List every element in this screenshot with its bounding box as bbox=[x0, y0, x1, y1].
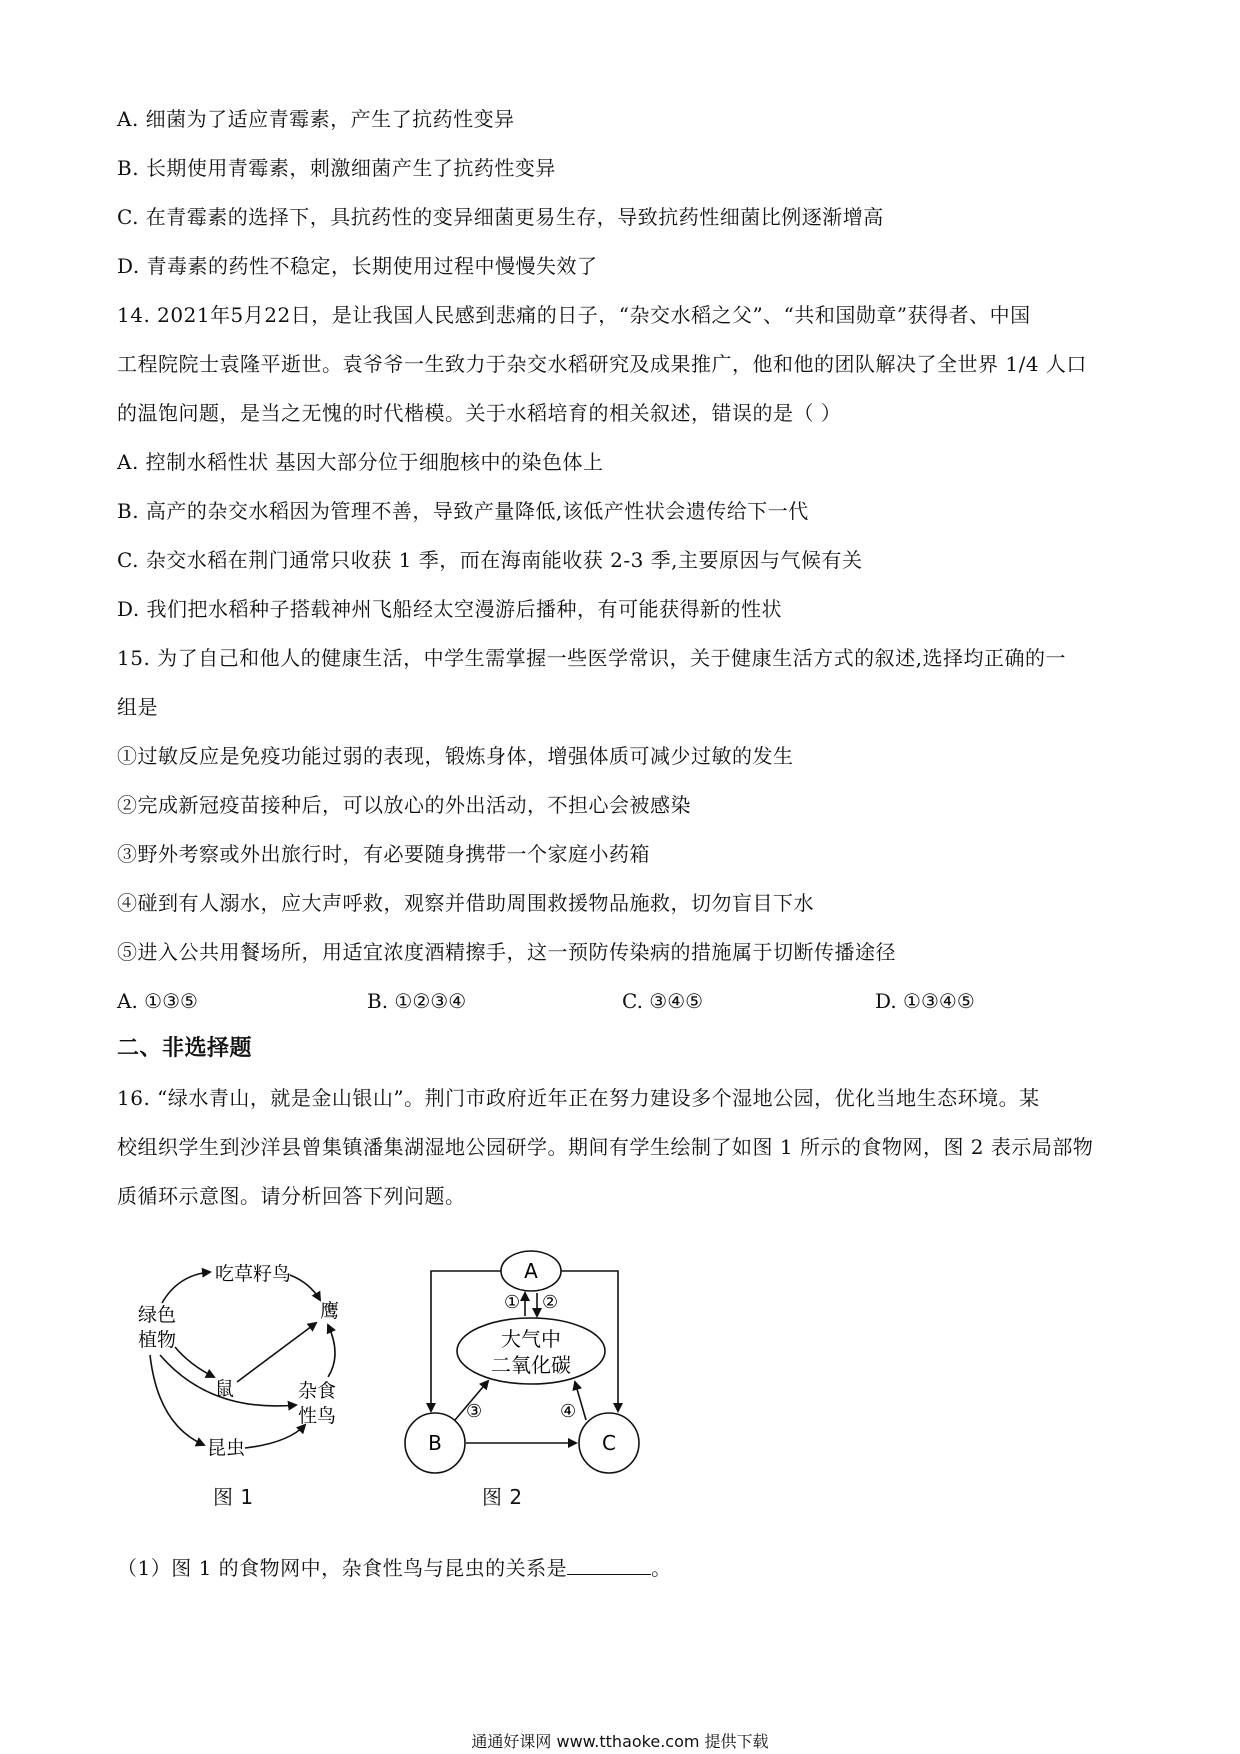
arrow-plant-to-mouse bbox=[175, 1347, 214, 1377]
fig1-omni-bird-2: 性鸟 bbox=[298, 1405, 337, 1427]
q13-option-c: C. 在青霉素的选择下，具抗药性的变异细菌更易生存，导致抗药性细菌比例逐渐增高 bbox=[117, 205, 884, 229]
q14-stem-line-3: 的温饱问题，是当之无愧的时代楷模。关于水稻培育的相关叙述，错误的是（ ） bbox=[117, 401, 842, 425]
arrow-c-to-co2-4 bbox=[575, 1382, 586, 1420]
arrow-plant-to-insect bbox=[150, 1355, 204, 1445]
arrow-seedbird-to-eagle bbox=[290, 1275, 320, 1300]
q16-stem-line-3: 质循环示意图。请分析回答下列问题。 bbox=[117, 1184, 466, 1208]
arrow-mouse-to-eagle bbox=[237, 1323, 316, 1382]
q15-item-2: ②完成新冠疫苗接种后，可以放心的外出活动，不担心会被感染 bbox=[117, 793, 691, 817]
q14-option-b: B. 高产的杂交水稻因为管理不善，导致产量降低,该低产性状会遗传给下一代 bbox=[117, 499, 809, 523]
fig1-seed-bird: 吃草籽鸟 bbox=[215, 1263, 292, 1285]
fig1-omni-bird-1: 杂食 bbox=[298, 1380, 337, 1402]
q14-stem-line-1: 14. 2021年5月22日，是让我国人民感到悲痛的日子，“杂交水稻之父”、“共和国勋章”获得者、中国 bbox=[117, 303, 1031, 327]
q13-option-a: A. 细菌为了适应青霉素，产生了抗药性变异 bbox=[117, 107, 515, 131]
node-c-label: C bbox=[602, 1431, 616, 1455]
q14-option-c: C. 杂交水稻在荆门通常只收获 1 季，而在海南能收获 2-3 季,主要原因与气候有关 bbox=[117, 548, 863, 572]
co2-label-2: 二氧化碳 bbox=[491, 1353, 571, 1377]
node-b-label: B bbox=[428, 1431, 442, 1455]
q15-stem-line-1: 15. 为了自己和他人的健康生活，中学生需掌握一些医学常识，关于健康生活方式的叙述,选择均正确的一 bbox=[117, 646, 1067, 670]
q15-option-a: A. ①③⑤ bbox=[117, 989, 198, 1013]
q15-item-4: ④碰到有人溺水，应大声呼救，观察并借助周围救援物品施救，切勿盲目下水 bbox=[117, 891, 814, 915]
fig1-green-plant-2: 植物 bbox=[138, 1329, 177, 1351]
q14-option-d: D. 我们把水稻种子搭载神州飞船经太空漫游后播种，有可能获得新的性状 bbox=[117, 597, 783, 621]
q15-option-b: B. ①②③④ bbox=[367, 989, 467, 1013]
q15-stem-line-2: 组是 bbox=[117, 695, 158, 719]
q16-sub1 bbox=[117, 1555, 672, 1581]
q15-item-5: ⑤进入公共用餐场所，用适宜浓度酒精擦手，这一预防传染病的措施属于切断传播途径 bbox=[117, 940, 896, 964]
answer-blank[interactable] bbox=[567, 1556, 651, 1575]
q15-option-d: D. ①③④⑤ bbox=[875, 989, 975, 1013]
fig2-caption: 图 2 bbox=[482, 1485, 523, 1509]
q16-sub1-text: （1）图 1 的食物网中，杂食性鸟与昆虫的关系是 bbox=[117, 1556, 568, 1580]
q16-stem-line-1: 16. “绿水青山，就是金山银山”。荆门市政府近年正在努力建设多个湿地公园，优化当地生态环境。某 bbox=[117, 1086, 1040, 1110]
arrow-insect-to-omnibird bbox=[245, 1425, 305, 1448]
figure-2-carbon-cycle bbox=[400, 1245, 660, 1485]
figure-1-food-web bbox=[120, 1245, 380, 1505]
fig1-mouse: 鼠 bbox=[215, 1378, 235, 1400]
fig1-caption: 图 1 bbox=[213, 1485, 254, 1509]
q13-option-b: B. 长期使用青霉素，刺激细菌产生了抗药性变异 bbox=[117, 156, 556, 180]
q15-option-c: C. ③④⑤ bbox=[622, 989, 704, 1013]
q15-item-1: ①过敏反应是免疫功能过弱的表现，锻炼身体，增强体质可减少过敏的发生 bbox=[117, 744, 794, 768]
q16-sub1-end: 。 bbox=[651, 1556, 672, 1580]
arrow-omnibird-to-eagle bbox=[328, 1325, 335, 1377]
label-3: ③ bbox=[466, 1401, 483, 1422]
fig1-insect: 昆虫 bbox=[207, 1437, 246, 1459]
q14-option-a: A. 控制水稻性状 基因大部分位于细胞核中的染色体上 bbox=[117, 450, 604, 474]
q16-stem-line-2: 校组织学生到沙洋县曾集镇潘集湖湿地公园研学。期间有学生绘制了如图 1 所示的食物网，图 2 表示局部物 bbox=[117, 1135, 1094, 1159]
q14-stem-line-2: 工程院院士袁隆平逝世。袁爷爷一生致力于杂交水稻研究及成果推广，他和他的团队解决了全世界 1/4 人口 bbox=[117, 352, 1087, 376]
footer-source: 通通好课网 www.tthaoke.com 提供下载 bbox=[471, 1732, 769, 1751]
fig1-green-plant-1: 绿色 bbox=[138, 1304, 177, 1326]
node-a-label: A bbox=[524, 1259, 538, 1283]
q13-option-d: D. 青毒素的药性不稳定，长期使用过程中慢慢失效了 bbox=[117, 254, 598, 278]
arrow-plant-to-seedbird bbox=[162, 1272, 210, 1303]
co2-label-1: 大气中 bbox=[501, 1327, 561, 1351]
label-4: ④ bbox=[560, 1401, 577, 1422]
section-title: 二、非选择题 bbox=[117, 1036, 253, 1061]
label-1: ① bbox=[504, 1292, 521, 1313]
label-2: ② bbox=[542, 1292, 559, 1313]
q15-item-3: ③野外考察或外出旅行时，有必要随身携带一个家庭小药箱 bbox=[117, 842, 650, 866]
fig1-eagle: 鹰 bbox=[320, 1300, 340, 1322]
